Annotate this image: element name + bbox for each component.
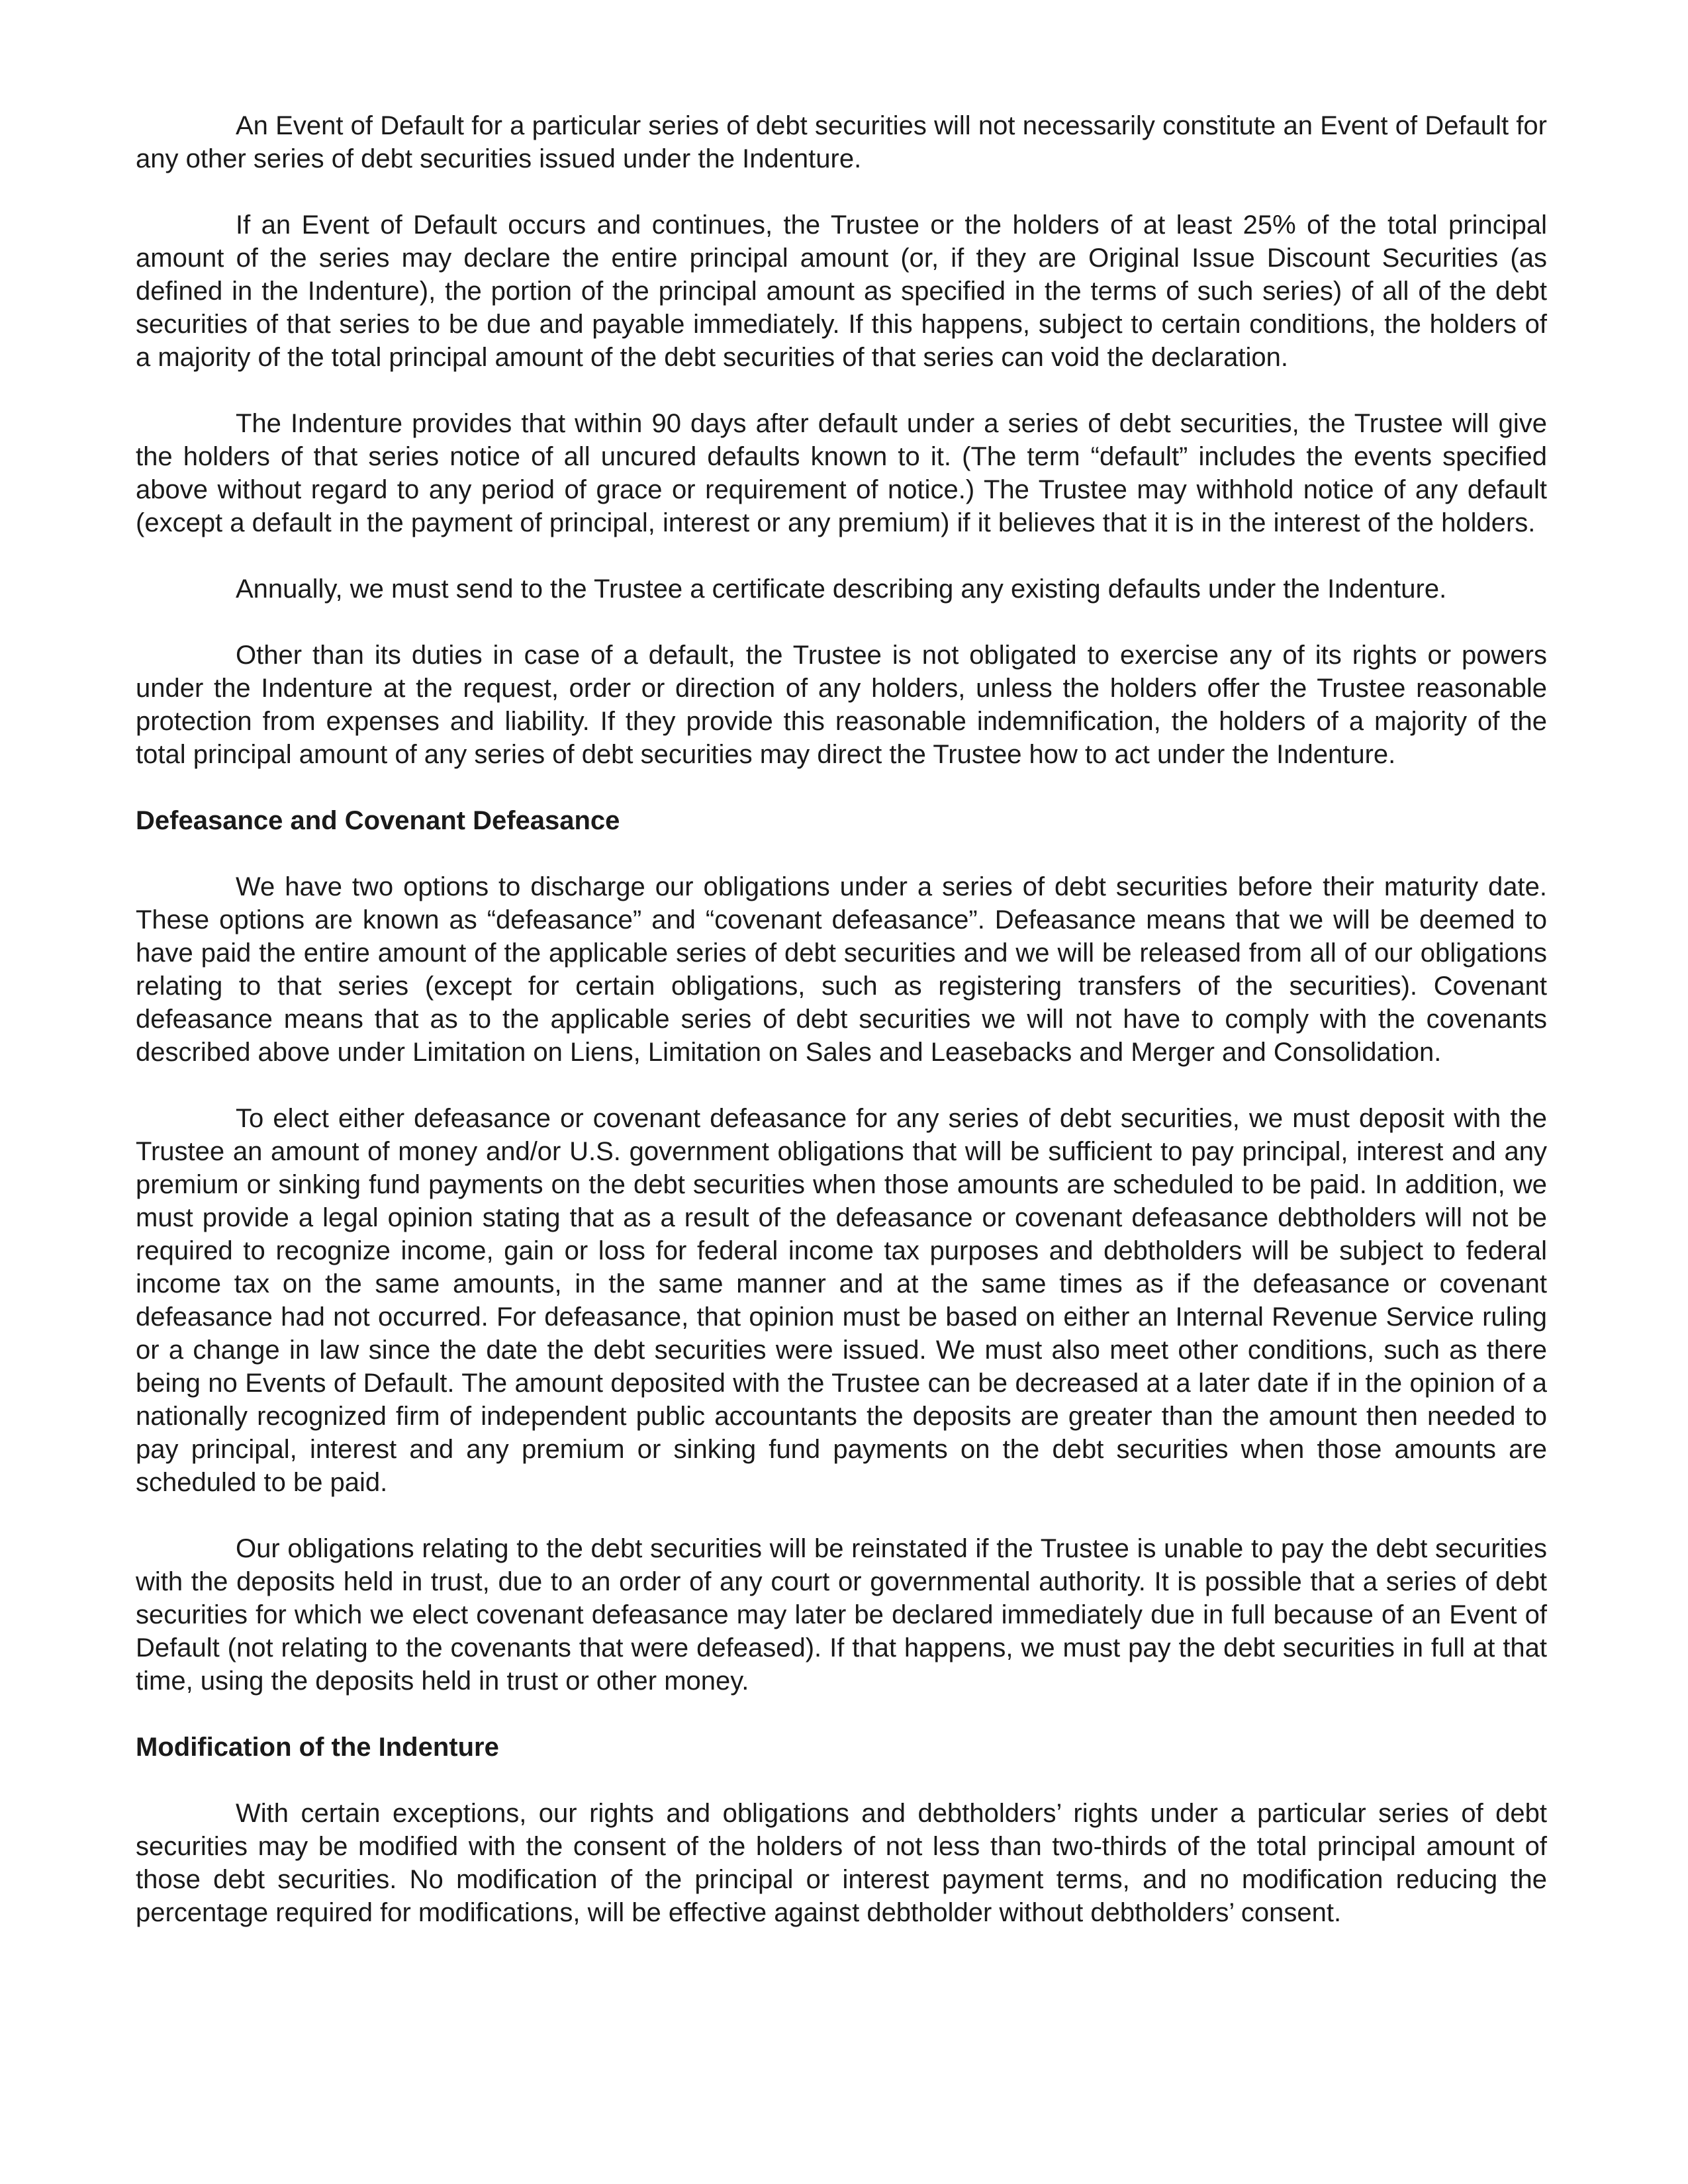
- paragraph-event-of-default-series: An Event of Default for a particular series of debt securities will not necessarily constitute an Event of Default for any other series of debt securities issued under the Indenture.: [136, 111, 1547, 173]
- paragraph-trustee-duties: Other than its duties in case of a default, the Trustee is not obligated to exercise any of its rights or powers under the Indenture at the request, order or direction of any holders, unless the holders offer the Trustee reasonable protection from expenses and liability. If they provide this reasonable indemnification, the holders of a majority of the total principal amount of any series of debt securities may direct the Trustee how to act under the Indenture.: [136, 641, 1547, 769]
- paragraph-obligations-reinstated: Our obligations relating to the debt securities will be reinstated if the Trustee is unable to pay the debt securities with the deposits held in trust, due to an order of any court or governmental authority. It is possible that a series of debt securities for which we elect covenant defeasance may later be declared immediately due in full because of an Event of Default (not relating to the covenants that were defeased). If that happens, we must pay the debt securities in full at that time, using the deposits held in trust or other money.: [136, 1534, 1547, 1696]
- section-heading-modification: Modification of the Indenture: [136, 1733, 499, 1762]
- document-page: [136, 109, 1547, 1929]
- paragraph-acceleration: If an Event of Default occurs and continues, the Trustee or the holders of at least 25% of the total principal amount of the series may declare the entire principal amount (or, if they are Original Issue Discount Securities (as defined in the Indenture), the portion of the principal amount as specified in the terms of such series) of all of the debt securities of that series to be due and payable immediately. If this happens, subject to certain conditions, the holders of a majority of the total principal amount of the debt securities of that series can void the declaration.: [136, 210, 1547, 372]
- paragraph-modification: With certain exceptions, our rights and obligations and debtholders’ rights under a particular series of debt securities may be modified with the consent of the holders of not less than two-thirds of the total principal amount of those debt securities. No modification of the principal or interest payment terms, and no modification reducing the percentage required for modifications, will be effective against debtholder without debtholders’ consent.: [136, 1799, 1547, 1927]
- section-heading-defeasance: Defeasance and Covenant Defeasance: [136, 806, 620, 835]
- paragraph-defeasance-deposit: To elect either defeasance or covenant defeasance for any series of debt securities, we must deposit with the Trustee an amount of money and/or U.S. government obligations that will be sufficient to pay principal, interest and any premium or sinking fund payments on the debt securities when those amounts are scheduled to be paid. In addition, we must provide a legal opinion stating that as a result of the defeasance or covenant defeasance debtholders will not be required to recognize income, gain or loss for federal income tax purposes and debtholders will be subject to federal income tax on the same amounts, in the same manner and at the same times as if the defeasance or covenant defeasance had not occurred. For defeasance, that opinion must be based on either an Internal Revenue Service ruling or a change in law since the date the debt securities were issued. We must also meet other conditions, such as there being no Events of Default. The amount deposited with the Trustee can be decreased at a later date if in the opinion of a nationally recognized firm of independent public accountants the deposits are greater than the amount then needed to pay principal, interest and any premium or sinking fund payments on the debt securities when those amounts are scheduled to be paid.: [136, 1104, 1547, 1497]
- paragraph-defeasance-options: We have two options to discharge our obligations under a series of debt securities before their maturity date. These options are known as “defeasance” and “covenant defeasance”. Defeasance means that we will be deemed to have paid the entire amount of the applicable series of debt securities and we will be released from all of our obligations relating to that series (except for certain obligations, such as registering transfers of the securities). Covenant defeasance means that as to the applicable series of debt securities we will not have to comply with the covenants described above under Limitation on Liens, Limitation on Sales and Leasebacks and Merger and Consolidation.: [136, 872, 1547, 1067]
- paragraph-notice-of-default: The Indenture provides that within 90 days after default under a series of debt securities, the Trustee will give the holders of that series notice of all uncured defaults known to it. (The term “default” includes the events specified above without regard to any period of grace or requirement of notice.) The Trustee may withhold notice of any default (except a default in the payment of principal, interest or any premium) if it believes that it is in the interest of the holders.: [136, 409, 1547, 537]
- paragraph-annual-certificate: Annually, we must send to the Trustee a certificate describing any existing defaults under the Indenture.: [236, 574, 1447, 604]
